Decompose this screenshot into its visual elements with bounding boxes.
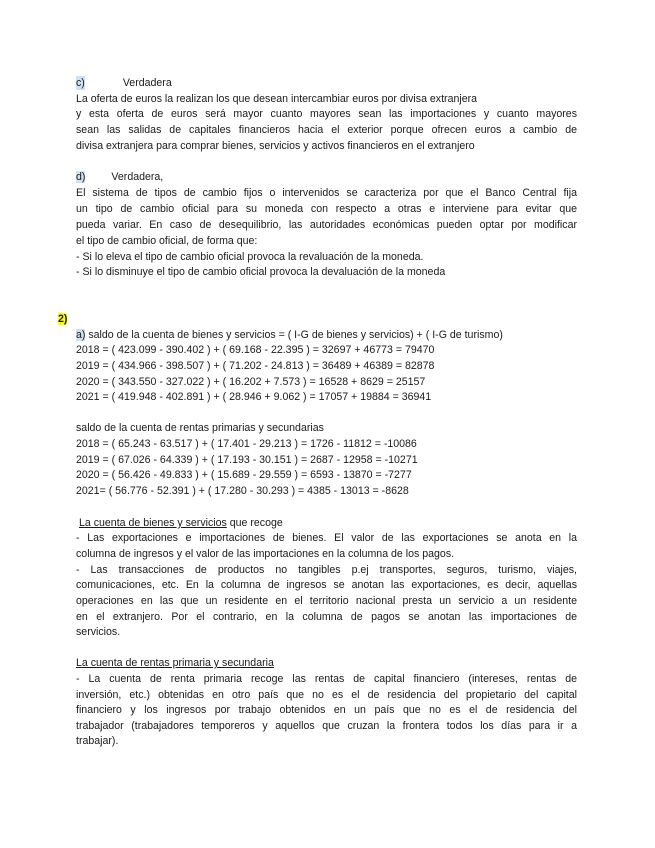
rentas-text-line: trabajar).: [76, 735, 119, 747]
bienes-heading-line: [76, 516, 577, 530]
bienes-heading-suffix: que recoge: [226, 517, 283, 529]
section-c-title: Verdadera: [122, 77, 172, 89]
section-c-line: divisa extranjera para comprar bienes, servicios y activos financieros en el extranjero: [76, 140, 475, 152]
section-d-heading: [76, 170, 577, 184]
bienes-text-line: comunicaciones, etc. En la columna de ingresos se anotan las exportaciones, es decir, aquellas: [76, 579, 577, 591]
rentas-row: 2019 = ( 67.026 - 64.339 ) + ( 17.193 - 30.151 ) = 2687 - 12958 = -10271: [76, 454, 418, 466]
section-d-line: - Si lo disminuye el tipo de cambio oficial provoca la devaluación de la moneda: [76, 266, 446, 278]
rentas-row: 2021= ( 56.776 - 52.391 ) + ( 17.280 - 30.293 ) = 4385 - 13013 = -8628: [76, 485, 409, 497]
section-c-label: c): [76, 77, 85, 89]
bienes-text-line: servicios.: [76, 626, 121, 638]
bienes-row: 2018 = ( 423.099 - 390.402 ) + ( 69.168 - 22.395 ) = 32697 + 46773 = 79470: [76, 344, 435, 356]
section-d-line: El sistema de tipos de cambio fijos o intervenidos se caracteriza por que el Banco Central fija: [76, 187, 577, 199]
bienes-row: 2019 = ( 434.966 - 398.507 ) + ( 71.202 - 24.813 ) = 36489 + 46389 = 82878: [76, 360, 435, 372]
section-d-title: Verdadera,: [111, 171, 164, 183]
rentas-text-line: financiero y los ingresos por trabajo obtenidos en un país que no es el de residencia del: [76, 704, 577, 716]
question-2-number: 2): [58, 313, 68, 325]
rentas-text-line: trabajador (trabajadores temporeros y aquellos que cruzan la frontera todos los días para ir a: [76, 720, 577, 732]
bienes-text-line: - Las exportaciones e importaciones de bienes. El valor de las exportaciones se anota en la: [76, 532, 577, 544]
section-c-heading: [76, 76, 577, 90]
rentas-title: saldo de la cuenta de rentas primarias y secundarias: [76, 422, 324, 434]
rentas-text-line: inversión, etc.) obtenidas en otro país que no es el de residencia del propietario del capital: [76, 689, 577, 701]
rentas-heading-line: [76, 656, 577, 670]
bienes-text-line: en el extranjero. Por el contrario, en la columna de pagos se anotan las importaciones de: [76, 611, 577, 623]
rentas-text-line: - La cuenta de renta primaria recoge las rentas de capital financiero (intereses, rentas de: [76, 673, 577, 685]
bienes-heading: La cuenta de bienes y servicios: [79, 517, 227, 529]
section-d-line: pueda variar. En caso de desequilibrio, las autoridades económicas pueden optar por modificar: [76, 219, 577, 231]
rentas-heading: La cuenta de rentas primaria y secundaria: [76, 657, 274, 669]
part-a-label: a): [76, 329, 86, 341]
bienes-text-line: operaciones en las que un residente en el territorio nacional presta un servicio a un residente: [76, 595, 577, 607]
part-a-text: saldo de la cuenta de bienes y servicios = ( I-G de bienes y servicios) + ( I-G de turismo): [85, 329, 503, 341]
question-2-label: [58, 312, 559, 326]
section-d-line: - Si lo eleva el tipo de cambio oficial provoca la revaluación de la moneda.: [76, 251, 424, 263]
section-c-line: y esta oferta de euros será mayor cuanto mayores sean las importaciones y cuanto mayores: [76, 108, 577, 120]
bienes-row: 2020 = ( 343.550 - 327.022 ) + ( 16.202 + 7.573 ) = 16528 + 8629 = 25157: [76, 376, 426, 388]
bienes-row: 2021 = ( 419.948 - 402.891 ) + ( 28.946 + 9.062 ) = 17057 + 19884 = 36941: [76, 391, 432, 403]
section-d-line: un tipo de cambio oficial para su moneda con respecto a otras e interviene para evitar que: [76, 203, 577, 215]
section-d-line: el tipo de cambio oficial, de forma que:: [76, 235, 258, 247]
bienes-text-line: columna de ingresos y el valor de las importaciones en la columna de los pagos.: [76, 548, 455, 560]
part-a-heading: [76, 328, 577, 342]
section-d-label: d): [76, 171, 86, 183]
bienes-text-line: - Las transacciones de productos no tangibles p.ej transportes, seguros, turismo, viajes,: [76, 564, 577, 576]
rentas-row: 2020 = ( 56.426 - 49.833 ) + ( 15.689 - 29.559 ) = 6593 - 13870 = -7277: [76, 469, 412, 481]
section-c-line: La oferta de euros la realizan los que desean intercambiar euros por divisa extranjera: [76, 93, 478, 105]
section-c-line: sean las salidas de capitales financieros hacia el exterior porque ofrecen euros a cambio de: [76, 124, 577, 136]
rentas-row: 2018 = ( 65.243 - 63.517 ) + ( 17.401 - 29.213 ) = 1726 - 11812 = -10086: [76, 438, 417, 450]
